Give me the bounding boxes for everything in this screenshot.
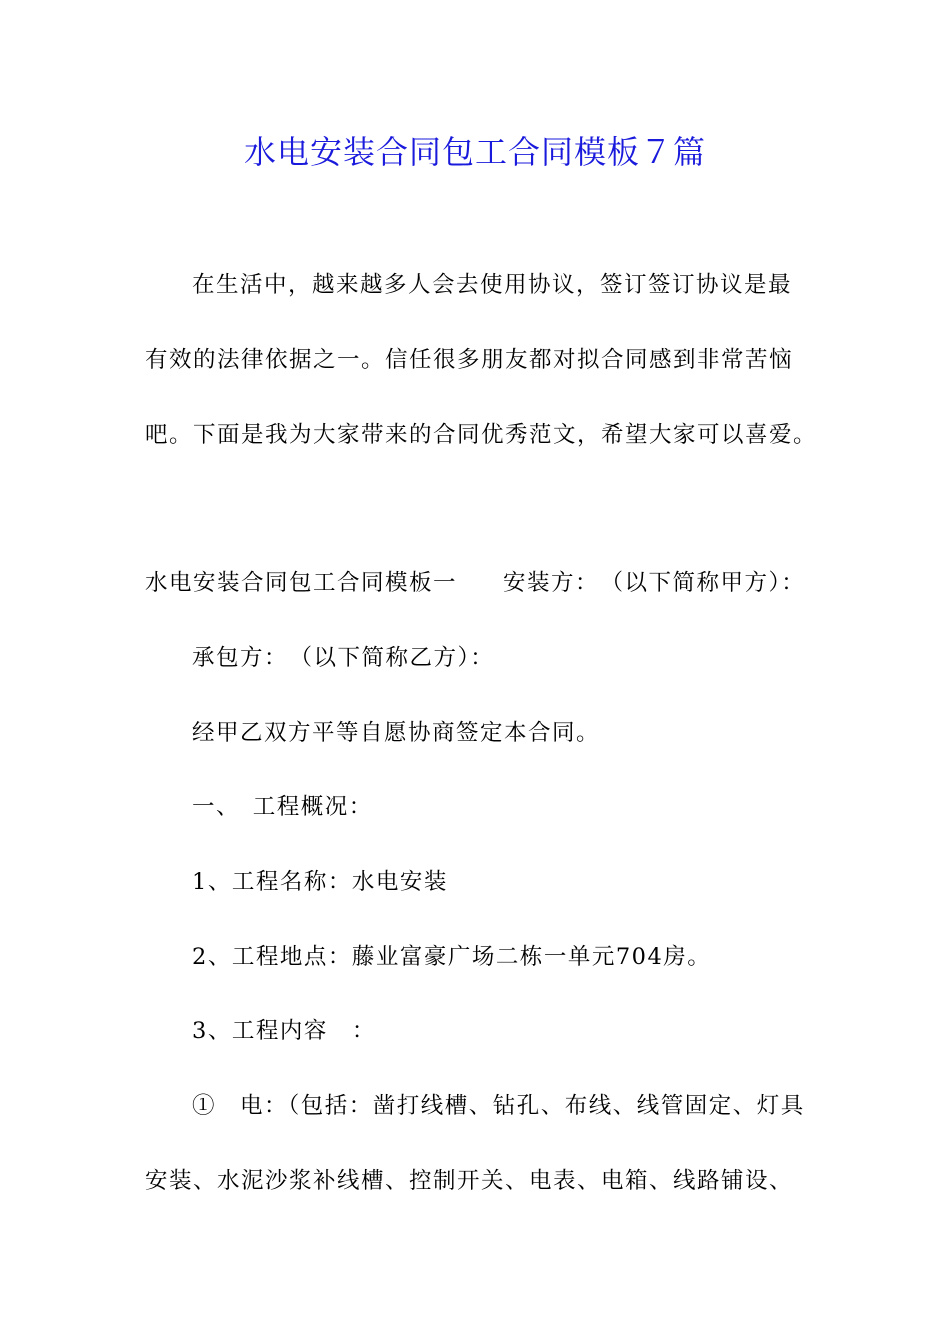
section-heading: 水电安装合同包工合同模板一 bbox=[145, 570, 458, 596]
document-title: 水电安装合同包工合同模板７篇 bbox=[243, 133, 706, 171]
item-electric-line-1: ① 电：（包括：凿打线槽、钻孔、布线、线管固定、灯具 bbox=[192, 1093, 805, 1119]
item-project-name: 1、工程名称：水电安装 bbox=[192, 869, 448, 895]
part-one-heading: 一、 工程概况： bbox=[192, 794, 373, 820]
item-project-location: 2、工程地点：藤业富豪广场二栋一单元704房。 bbox=[192, 944, 712, 970]
intro-line-1: 在生活中，越来越多人会去使用协议，签订签订协议是最 bbox=[192, 272, 793, 298]
installer-label: 安装方： （以下简称甲方）： bbox=[503, 570, 806, 596]
item-project-content: 3、工程内容 ： bbox=[192, 1018, 376, 1044]
intro-line-2: 有效的法律依据之一。信任很多朋友都对拟合同感到非常苦恼 bbox=[145, 347, 794, 373]
intro-line-3: 吧。下面是我为大家带来的合同优秀范文，希望大家可以喜爱。 bbox=[145, 422, 818, 448]
agreement-line: 经甲乙双方平等自愿协商签定本合同。 bbox=[192, 720, 601, 746]
section-heading-line bbox=[145, 566, 825, 600]
item-electric-line-2: 安装、水泥沙浆补线槽、控制开关、电表、电箱、线路铺设、 bbox=[145, 1168, 794, 1194]
contractor-label: 承包方： （以下简称乙方）： bbox=[192, 645, 495, 671]
